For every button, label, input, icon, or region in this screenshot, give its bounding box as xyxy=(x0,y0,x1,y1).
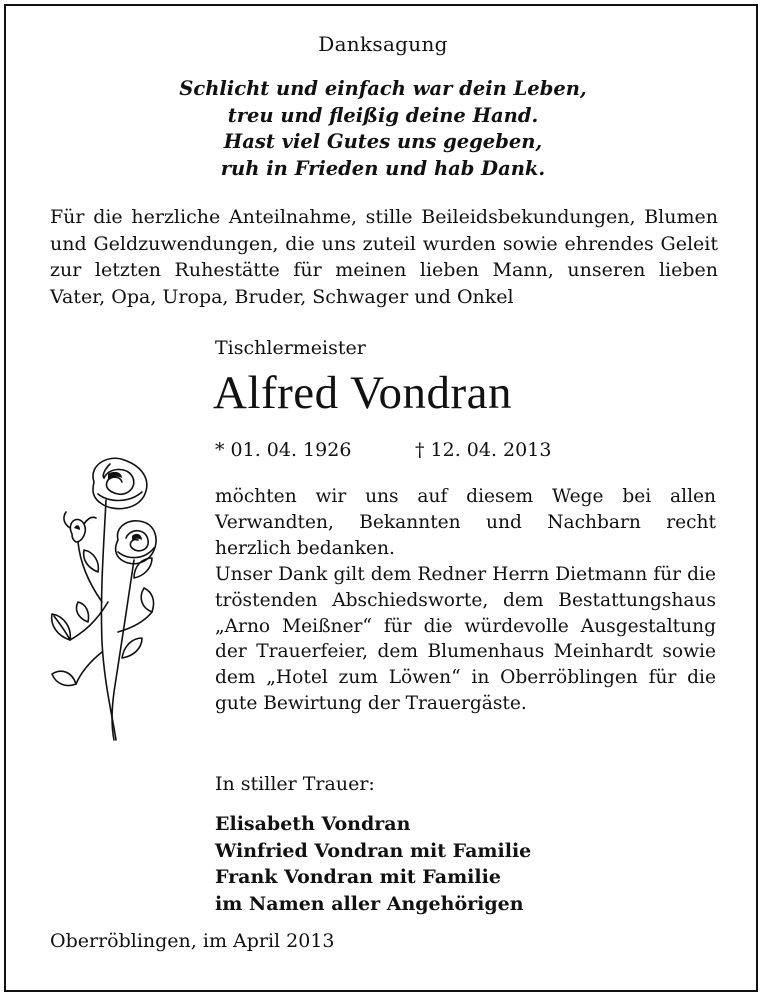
intro-paragraph: Für die herzliche Anteilnahme, stille Beileidsbekundungen, Blumen und Geldzuwendungen, die uns zuteil wurden sowie ehrendes Geleit zur letzten Ruhestätte für meinen lieben Mann, unseren lieben Vater, Opa, Uropa, Bruder, Schwager und Onkel xyxy=(50,206,718,308)
poem-line: Schlicht und einfach war dein Leben, xyxy=(179,77,587,100)
thanks-text xyxy=(215,484,716,717)
signer-name: im Namen aller Angehörigen xyxy=(215,892,524,915)
signer-name: Frank Vondran mit Familie xyxy=(215,866,501,888)
memorial-poem xyxy=(0,76,766,182)
signer-name: Elisabeth Vondran xyxy=(215,813,411,835)
poem-line: Hast viel Gutes uns gegeben, xyxy=(223,130,543,153)
thanks-paragraph: Unser Dank gilt dem Redner Herrn Dietmann für die tröstenden Abschiedsworte, dem Bestattungshaus „Arno Meißner“ für die würdevolle Ausgestaltung der Trauerfeier, dem Blumenhaus Meinhardt sowie dem „Hotel zum Löwen“ in Oberröblingen für die gute Bewirtung der Trauergäste. xyxy=(215,563,716,715)
notice-heading: Danksagung xyxy=(318,32,448,56)
rose-bouquet-icon xyxy=(48,452,160,748)
poem-line: ruh in Frieden und hab Dank. xyxy=(220,156,546,180)
place-and-date: Oberröblingen, im April 2013 xyxy=(50,930,335,952)
birth-date: * 01. 04. 1926 xyxy=(215,439,352,461)
signer-name: Winfried Vondran mit Familie xyxy=(215,839,532,862)
deceased-name: Alfred Vondran xyxy=(213,367,512,419)
mourning-label: In stiller Trauer: xyxy=(215,773,375,795)
poem-line: treu und fleißig deine Hand. xyxy=(227,103,539,127)
deceased-profession: Tischlermeister xyxy=(215,337,366,359)
thanks-paragraph: möchten wir uns auf diesem Wege bei allen Verwandten, Bekannten und Nachbarn recht herzlich bedanken. xyxy=(215,486,716,559)
death-date: † 12. 04. 2013 xyxy=(415,439,552,461)
signers-list xyxy=(215,811,531,917)
